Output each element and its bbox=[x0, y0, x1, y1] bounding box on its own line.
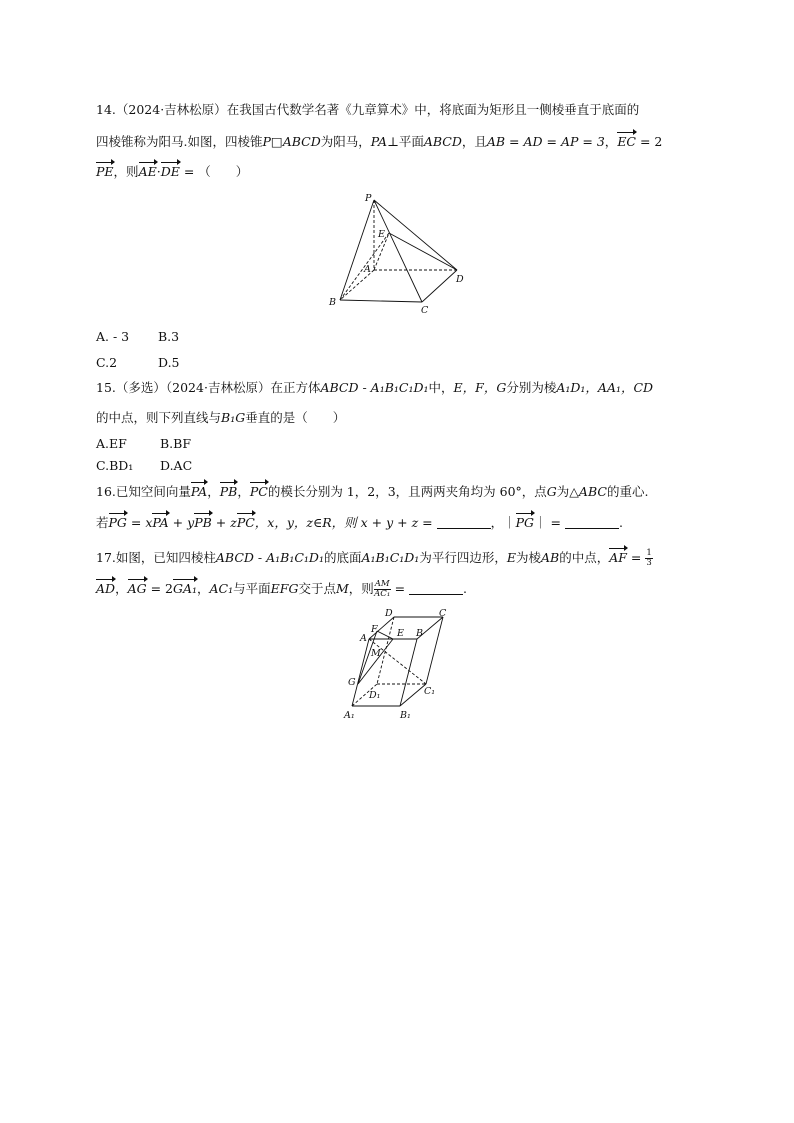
vector-pg: PG bbox=[108, 515, 127, 530]
vector-ga1: GA₁ bbox=[172, 581, 197, 596]
label-g: G bbox=[348, 677, 356, 688]
q14-text: · bbox=[156, 164, 161, 179]
q14-option-d: D.5 bbox=[158, 355, 180, 370]
answer-blank-1[interactable] bbox=[437, 516, 491, 529]
vector-pg: PG bbox=[515, 515, 535, 530]
q14-text: = 2 bbox=[636, 134, 663, 149]
q16-number: 16. bbox=[96, 484, 116, 499]
q17-text: = bbox=[626, 550, 646, 565]
q17-text: = 2 bbox=[146, 581, 173, 596]
q14-line-2 bbox=[96, 134, 662, 150]
q14-line-3 bbox=[96, 164, 248, 180]
vector-pc: PC bbox=[236, 515, 255, 530]
label-a1: A₁ bbox=[344, 710, 355, 721]
q17-text: 为平行四边形， bbox=[419, 550, 507, 565]
fraction-am-ac1 bbox=[374, 580, 391, 599]
q16-math: + y bbox=[168, 515, 195, 530]
q15-text: 分别为棱 bbox=[506, 380, 557, 395]
q15-option-a: A.EF bbox=[96, 436, 127, 451]
fraction-one-third bbox=[645, 549, 652, 568]
q14-text: ， bbox=[604, 134, 618, 149]
q15-option-c: C.BD₁ bbox=[96, 458, 134, 473]
q14-math: ABCD bbox=[423, 134, 462, 149]
label-c1: C₁ bbox=[424, 686, 436, 697]
q17-line-2 bbox=[96, 580, 467, 599]
label-d: D bbox=[456, 274, 464, 285]
q17-text: 的中点， bbox=[559, 550, 610, 565]
q17-text: 如图，已知四棱柱 bbox=[115, 550, 216, 565]
q14-box-glyph: □ bbox=[270, 134, 283, 149]
q16-text: 的重心. bbox=[606, 484, 649, 499]
q15-text: 的中点，则下列直线与 bbox=[96, 410, 222, 425]
q16-math: + z bbox=[211, 515, 237, 530]
q15-tag: （多选） bbox=[115, 380, 166, 395]
q17-text: ， bbox=[197, 581, 210, 596]
q17-text: . bbox=[463, 581, 468, 596]
label-m: M bbox=[371, 648, 381, 659]
q15-line-2 bbox=[96, 410, 345, 426]
label-a: A bbox=[360, 633, 367, 644]
fraction-numerator: AM bbox=[374, 579, 390, 589]
label-c: C bbox=[421, 305, 429, 316]
q14-source: （2024·吉林松原） bbox=[115, 102, 227, 117]
vector-ad: AD bbox=[96, 581, 116, 596]
fraction-numerator: 1 bbox=[646, 548, 652, 558]
q16-text: 为△ bbox=[556, 484, 579, 499]
q17-number: 17. bbox=[96, 550, 116, 565]
q15-text: 在正方体 bbox=[270, 380, 321, 395]
q15-source: （2024·吉林松原） bbox=[165, 380, 271, 395]
fraction-denominator: AC₁ bbox=[374, 589, 391, 599]
label-d: D bbox=[385, 608, 393, 619]
q16-line-2 bbox=[96, 515, 623, 531]
q17-text: ，则 bbox=[348, 581, 374, 596]
q14-option-a: A. - 3 bbox=[96, 329, 130, 344]
vector-pb: PB bbox=[219, 484, 238, 499]
label-e: E bbox=[378, 229, 385, 240]
q16-text: ｜ = bbox=[534, 515, 565, 530]
q14-math: PA bbox=[370, 134, 388, 149]
q14-text: ，则 bbox=[113, 164, 139, 179]
q16-math: = x bbox=[126, 515, 153, 530]
q14-text: 为阳马， bbox=[320, 134, 371, 149]
q15-answer-bracket: 垂直的是（ ） bbox=[245, 410, 346, 425]
q16-text: . bbox=[618, 515, 623, 530]
q17-text: 与平面 bbox=[233, 581, 271, 596]
q16-text: 已知空间向量 bbox=[115, 484, 191, 499]
q16-text: 若 bbox=[96, 515, 109, 530]
q16-line-1 bbox=[96, 484, 648, 500]
q17-text: ， bbox=[115, 581, 128, 596]
q17-math: A₁B₁C₁D₁ bbox=[361, 550, 420, 565]
q14-math: AB = AD = AP = 3 bbox=[486, 134, 605, 149]
vector-ec: EC bbox=[617, 134, 637, 149]
label-d1: D₁ bbox=[369, 690, 381, 701]
answer-blank-2[interactable] bbox=[565, 516, 619, 529]
q14-text: ，且 bbox=[461, 134, 487, 149]
q14-text: 四棱锥称为阳马.如图，四棱锥 bbox=[96, 134, 263, 149]
q16-text: ， bbox=[237, 484, 250, 499]
q16-text: ， bbox=[207, 484, 220, 499]
q17-math: EFG bbox=[270, 581, 299, 596]
q16-text: ，｜ bbox=[490, 515, 516, 530]
q14-answer-bracket: = （ ） bbox=[179, 164, 249, 179]
vector-af: AF bbox=[609, 550, 627, 565]
q14-text: 在我国古代数学名著《九章算术》中，将底面为矩形且一侧棱垂直于底面的 bbox=[226, 102, 640, 117]
q17-math: ABCD - A₁B₁C₁D₁ bbox=[215, 550, 324, 565]
q16-text: 的模长分别为 1，2，3，且两两夹角均为 60°，点 bbox=[267, 484, 547, 499]
q17-text: 的底面 bbox=[323, 550, 362, 565]
q17-text: 交于点 bbox=[298, 581, 336, 596]
answer-blank-3[interactable] bbox=[409, 582, 463, 595]
q17-math: M bbox=[335, 581, 349, 596]
q14-option-b: B.3 bbox=[158, 329, 180, 344]
label-a: A bbox=[364, 264, 371, 275]
q15-number: 15. bbox=[96, 380, 116, 395]
label-e: E bbox=[397, 628, 404, 639]
q14-math: P bbox=[262, 134, 271, 149]
q16-math: ABC bbox=[578, 484, 607, 499]
vector-pa: PA bbox=[190, 484, 208, 499]
q15-math: E，F，G bbox=[453, 380, 507, 395]
q15-option-b: B.BF bbox=[160, 436, 192, 451]
q15-option-d: D.AC bbox=[160, 458, 193, 473]
q14-number: 14. bbox=[96, 102, 116, 117]
fraction-denominator: 3 bbox=[646, 558, 652, 568]
vector-pb: PB bbox=[194, 515, 212, 530]
q17-math: AB bbox=[540, 550, 560, 565]
q17-text: 为棱 bbox=[515, 550, 541, 565]
q15-math: ABCD - A₁B₁C₁D₁ bbox=[320, 380, 429, 395]
q17-line-1 bbox=[96, 549, 653, 568]
label-c: C bbox=[439, 608, 447, 619]
label-p: P bbox=[365, 193, 372, 204]
vector-pc: PC bbox=[249, 484, 268, 499]
q14-option-c: C.2 bbox=[96, 355, 118, 370]
label-b: B bbox=[416, 628, 423, 639]
pyramid-figure bbox=[320, 188, 470, 318]
vector-ae: AE bbox=[138, 164, 157, 179]
vector-pa: PA bbox=[152, 515, 169, 530]
q17-math: E bbox=[506, 550, 516, 565]
label-b1: B₁ bbox=[400, 710, 411, 721]
label-f: F bbox=[371, 624, 378, 635]
q15-line-1 bbox=[96, 380, 653, 396]
vector-ag: AG bbox=[127, 581, 147, 596]
q14-math: ABCD bbox=[282, 134, 321, 149]
q17-math: AC₁ bbox=[209, 581, 234, 596]
prism-figure bbox=[330, 604, 460, 722]
q14-text: ⊥平面 bbox=[387, 134, 424, 149]
label-b: B bbox=[329, 297, 336, 308]
q15-math: B₁G bbox=[221, 410, 246, 425]
q16-math: ，x，y，z∈R，则 x + y + z = bbox=[254, 515, 437, 530]
q16-math: G bbox=[546, 484, 557, 499]
q15-text: 中， bbox=[428, 380, 454, 395]
vector-pe: PE bbox=[96, 164, 114, 179]
q15-math: A₁D₁，AA₁，CD bbox=[556, 380, 654, 395]
vector-de: DE bbox=[160, 164, 180, 179]
q17-text: = bbox=[390, 581, 410, 596]
q14-line-1 bbox=[96, 102, 639, 118]
